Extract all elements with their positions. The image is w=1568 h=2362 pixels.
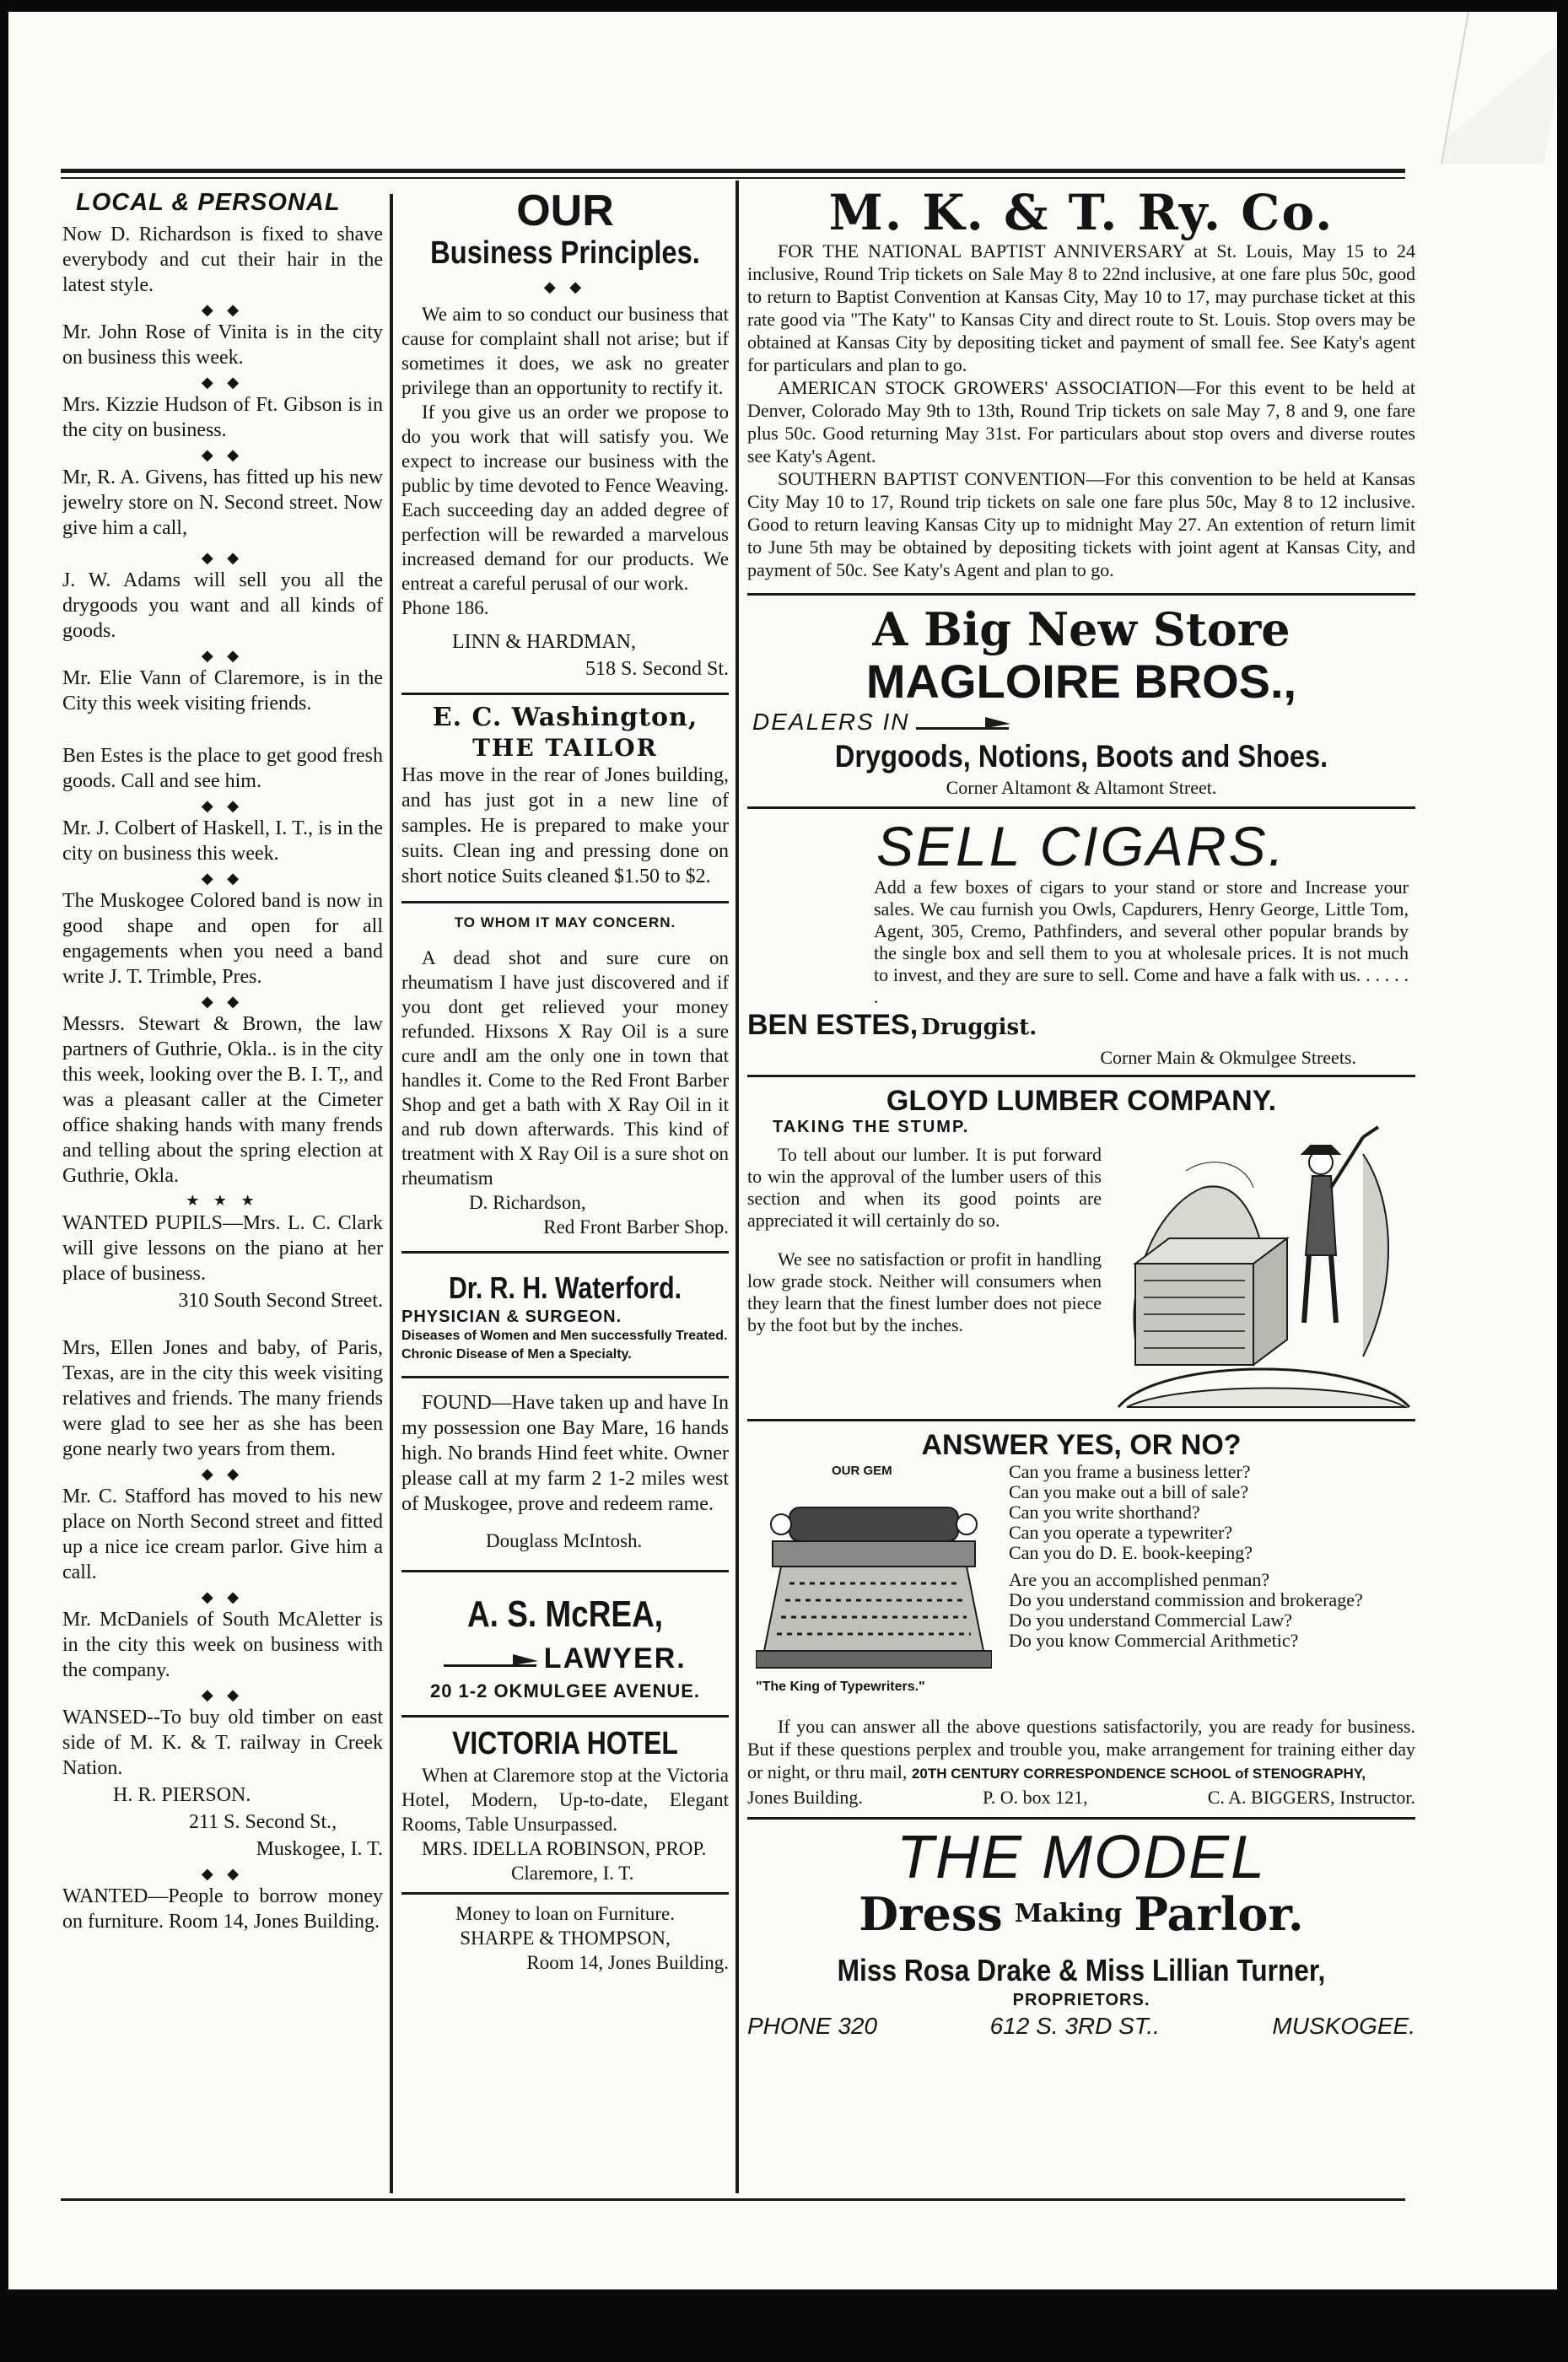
mkt-title: M. K. & T. Ry. Co. (828, 186, 1334, 241)
divider (401, 693, 729, 695)
divider (401, 1715, 729, 1718)
answer-instructor: C. A. BIGGERS, Instructor. (1207, 1787, 1415, 1808)
business-principles-p2: If you give us an order we propose to do you work that will satisfy you. We expect to increase our business with the public by time devoted to Fence Weaving. Each succeeding day an added degree of perfection will be rewarded a marvelous increased demand for our products. We entreat a careful perusal of our work. (401, 402, 729, 594)
loan-room: Room 14, Jones Building. (526, 1952, 729, 1973)
loan-firm: SHARPE & THOMPSON, (460, 1928, 671, 1949)
news-item: Mr. Elie Vann of Claremore, is in the City this week visiting friends. (62, 667, 383, 715)
ornament: ◆ ◆ (201, 1588, 245, 1605)
concern-body: A dead shot and sure cure on rheumatism I have just discovered and if you dont get relieved your money refunded. Hixsons X Ray Oil is a sure cure andI am the only one in town that handles it. Come to the Red Front Barber Shop and get a bath with X Ray Oil in it and rub down afterwards. This kind of treatment with X Ray Oil is a sure shot on rheumatism (401, 947, 729, 1189)
news-item: Mrs. Kizzie Hudson of Ft. Gibson is in the city on business. (62, 394, 383, 441)
store-name: MAGLOIRE BROS., (865, 655, 1297, 708)
ornament: ◆ ◆ (201, 993, 245, 1010)
ornament: ◆ ◆ (201, 1465, 245, 1482)
hotel-body: When at Claremore stop at the Victoria Hotel, Modern, Up-to-date, Elegant Rooms, Table Unsurpassed. (401, 1765, 729, 1835)
column-rule-1 (390, 194, 393, 2193)
divider (747, 806, 1415, 809)
ornament: ◆ ◆ (201, 374, 245, 391)
lawyer-title: LAWYER. (543, 1642, 687, 1674)
ornament: ◆ ◆ (543, 278, 587, 295)
divider (401, 1251, 729, 1254)
store-dealers-row (747, 707, 1415, 738)
answer-building: Jones Building. (747, 1787, 863, 1808)
answer-ad-body (747, 1462, 1415, 1715)
lumber-text (747, 1144, 1102, 1336)
lumber-paragraph-1: To tell about our lumber. It is put forward to win the approval of the lumber users of this section and when its good points are appreciated it will certainly do so. (747, 1144, 1102, 1231)
answer-body-text: If you can answer all the above questions satisfactorily, you are ready for business. But if these questions perplex and trouble you, make arrangement for training either day or night, or thru mail, (747, 1716, 1415, 1782)
cigar-signature-row (747, 1008, 1415, 1048)
store-title: A Big New Store (872, 602, 1291, 656)
model-city: MUSKOGEE. (1272, 2013, 1415, 2039)
cigar-title: SELL CIGARS. (876, 815, 1286, 877)
column-local-personal (62, 189, 383, 2205)
hotel-proprietor: MRS. IDELLA ROBINSON, PROP. (422, 1838, 707, 1859)
ornament: ◆ ◆ (201, 870, 245, 887)
question: Can you make out a bill of sale? (1009, 1481, 1249, 1502)
model-address: 612 S. 3RD ST.. (989, 2013, 1160, 2039)
cigar-body: Add a few boxes of cigars to your stand or store and Increase your sales. We cau furnish you Owls, Capdurers, Henry George, Little Tom, Agent, 305, Cremo, Pathfinders, and several other popular brands by the single box and sell them to you at wholesale prices. It is not much to invest, and they are sure to sell. Come and have a falk with us. . . . . . . (874, 876, 1409, 1007)
question: Do you understand commission and brokerage? (1009, 1589, 1363, 1610)
question: Can you frame a business letter? (1009, 1461, 1251, 1482)
hotel-city: Claremore, I. T. (511, 1863, 634, 1884)
concern-sign-1: D. Richardson, (469, 1192, 586, 1213)
news-item: Messrs. Stewart & Brown, the law partners of Guthrie, Okla.. is in the city this week, looking over the B. I. T,, and was a pleasant caller at the Cimeter office shaking hands with many frends and telling about the spring election at Guthrie, Okla. (62, 1013, 383, 1187)
model-title: THE MODEL (896, 1824, 1267, 1891)
ornament: ◆ ◆ (201, 1686, 245, 1703)
lumber-paragraph-2: We see no satisfaction or profit in handling low grade stock. Neither will consumers when they learn that the finest lumber does not piece by the foot but by the inches. (747, 1248, 1102, 1335)
cigar-druggist: Druggist. (921, 1015, 1037, 1040)
lawyer-address: 20 1-2 OKMULGEE AVENUE. (429, 1680, 701, 1701)
divider (747, 1075, 1415, 1077)
model-subtitle-3: Parlor. (1134, 1887, 1304, 1941)
question: Do you understand Commercial Law? (1009, 1610, 1293, 1631)
ornament (62, 1315, 383, 1335)
store-dealers: DEALERS IN (752, 709, 910, 735)
typewriter-caption: "The King of Typewriters." (756, 1680, 925, 1694)
divider (401, 1892, 729, 1895)
hotel-name: VICTORIA HOTEL (452, 1726, 678, 1761)
column-business (401, 187, 729, 2203)
model-names: Miss Rosa Drake & Miss Lillian Turner, (837, 1953, 1326, 1987)
divider (401, 901, 729, 903)
model-phone: PHONE 320 (747, 2013, 878, 2039)
news-item: WANTED—People to borrow money on furniture. Room 14, Jones Building. (62, 1885, 383, 1933)
business-principles-title-1: OUR (516, 187, 614, 235)
newspaper-page (8, 12, 1557, 2289)
pierson-name: H. R. PIERSON. (113, 1784, 251, 1806)
concern-sign-2: Red Front Barber Shop. (543, 1216, 729, 1238)
tailor-title-1: E. C. Washington, (432, 703, 698, 732)
question: Are you an accomplished penman? (1009, 1569, 1270, 1590)
news-item: Mr. McDaniels of South McAletter is in the city this week on business with the company. (62, 1609, 383, 1681)
store-goods: Drygoods, Notions, Boots and Shoes. (834, 739, 1328, 774)
divider (747, 1817, 1415, 1820)
ornament: ◆ ◆ (201, 446, 245, 463)
local-personal-title: LOCAL & PERSONAL (76, 189, 341, 216)
cigar-address: Corner Main & Okmulgee Streets. (1100, 1047, 1356, 1068)
business-principles-sign-2: 518 S. Second St. (585, 658, 729, 680)
arrow-icon (916, 719, 1009, 730)
mkt-paragraph-3: SOUTHERN BAPTIST CONVENTION—For this convention to be held at Kansas City May 10 to 17, Round trip tickets on sale one fare plus 50c, May 8 to 12 inclusive. Good to return leaving Kansas City up to midnight May 27. An extention of return limit to June 5th may be obtained by depositing tickets with joint agent at Kansas City, and payment of 50c. See Katy's Agent and plan to go. (747, 468, 1415, 580)
lawyer-title-row (401, 1642, 729, 1676)
model-proprietors: PROPRIETORS. (1012, 1991, 1150, 2009)
business-principles-phone: Phone 186. (401, 597, 489, 618)
ornament: ◆ ◆ (201, 647, 245, 664)
model-footer (747, 2011, 1415, 2041)
pierson-city: Muskogee, I. T. (256, 1838, 383, 1860)
lawyer-name: A. S. McREA, (466, 1594, 664, 1635)
news-item: WANSED--To buy old timber on east side of M. K. & T. railway in Creek Nation. (62, 1707, 383, 1779)
answer-title: ANSWER YES, OR NO? (921, 1429, 1242, 1461)
arrow-icon (444, 1656, 536, 1667)
divider (401, 1570, 729, 1572)
news-item: Ben Estes is the place to get good fresh goods. Call and see him. (62, 745, 383, 792)
news-item: The Muskogee Colored band is now in good shape and open for all engagements when you need a band write J. T. Trimble, Pres. (62, 890, 383, 988)
tailor-title-2: THE TAILOR (472, 734, 658, 762)
cigar-name: BEN ESTES, (747, 1009, 919, 1041)
typewriter-illustration (756, 1482, 992, 1676)
question: Can you write shorthand? (1009, 1502, 1200, 1523)
question: Do you know Commercial Arithmetic? (1009, 1630, 1299, 1651)
model-subtitle-2: Making (1014, 1899, 1123, 1928)
divider (747, 1419, 1415, 1421)
found-sign: Douglass McIntosh. (486, 1530, 643, 1551)
ornament: ◆ ◆ (201, 797, 245, 814)
mkt-paragraph-2: AMERICAN STOCK GROWERS' ASSOCIATION—For this event to be held at Denver, Colorado May 9th to 13th, Round Trip tickets on sale May 7, 8 and 9, one fare plus 50c. Good returning May 31st. For particulars about stop overs and diverse routes see Katy's Agent. (747, 377, 1415, 466)
business-principles-p1: We aim to so conduct our business that cause for complaint shall not arise; but if sometimes it does, we ask no greater privilege than an opportunity to rectify it. (401, 304, 729, 398)
concern-title: TO WHOM IT MAY CONCERN. (454, 914, 676, 930)
ornament: ◆ ◆ (201, 1865, 245, 1882)
question: Can you do D. E. book-keeping? (1009, 1542, 1253, 1563)
doctor-title: PHYSICIAN & SURGEON. (401, 1308, 622, 1326)
news-item: Mrs, Ellen Jones and baby, of Paris, Texas, are in the city this week visiting relatives and friends. The many friends were glad to see her as she has been gone nearly two years from them. (62, 1337, 383, 1460)
business-principles-sign-1: LINN & HARDMAN, (452, 631, 636, 653)
question: Can you operate a typewriter? (1009, 1522, 1233, 1543)
loan-body: Money to loan on Furniture. (455, 1903, 675, 1924)
lumber-stump-illustration (1110, 1103, 1415, 1416)
tailor-body: Has move in the rear of Jones building, and has just got in a new line of samples. He is prepared to make your suits. Clean ing and pressing done on short notice Suits cleaned $1.50 to $2. (401, 764, 729, 887)
news-item: WANTED PUPILS—Mrs. L. C. Clark will give lessons on the piano at her place of business. (62, 1212, 383, 1285)
answer-box: P. O. box 121, (982, 1787, 1088, 1808)
divider (401, 1376, 729, 1378)
folded-corner (1441, 12, 1557, 164)
found-body: FOUND—Have taken up and have In my possession one Bay Mare, 16 hands high. No brands Hind feet white. Owner please call at my farm 2 1-2 miles west of Muskogee, prove and redeem rame. (401, 1392, 729, 1515)
top-rule-thin (61, 177, 1405, 179)
lumber-title: GLOYD LUMBER COMPANY. (886, 1085, 1277, 1117)
answer-questions (1009, 1462, 1414, 1651)
news-item: Now D. Richardson is fixed to shave everybody and cut their hair in the latest style. (62, 224, 383, 296)
divider (747, 593, 1415, 596)
mkt-paragraph-1: FOR THE NATIONAL BAPTIST ANNIVERSARY at St. Louis, May 15 to 24 inclusive, Round Trip tickets on Sale May 8 to 22nd inclusive, at one fare plus 50c, good to return to Baptist Convention at Kansas City, May 10 to 17, may purchase ticket at this rate good via "The Katy" to Kansas City and direct route to St. Louis. Stop overs may be obtained at Kansas City by depositing ticket and payment of small fee. See Katy's agent for particulars and plan to go. (747, 240, 1415, 375)
pierson-address: 211 S. Second St., (189, 1811, 337, 1833)
ornament: ◆ ◆ (201, 301, 245, 318)
doctor-name: Dr. R. H. Waterford. (448, 1270, 682, 1305)
news-item: Mr, R. A. Givens, has fitted up his new jewelry store on N. Second street. Now give him a call, (62, 466, 383, 539)
column-advertisements (747, 186, 1415, 2202)
doctor-body: Diseases of Women and Men successfully Treated. Chronic Disease of Men a Specialty. (401, 1329, 728, 1362)
ornament (62, 718, 383, 738)
model-subtitle-1: Dress (859, 1887, 1003, 1941)
answer-footer (747, 1785, 1415, 1810)
lumber-ad-body (747, 1137, 1415, 1416)
news-item: Mr. C. Stafford has moved to his new place on North Second street and fitted up a nice ice cream parlor. Give him a call. (62, 1486, 383, 1583)
bottom-rule (61, 2198, 1405, 2201)
answer-school: 20TH CENTURY CORRESPONDENCE SCHOOL of STENOGRAPHY, (911, 1766, 1366, 1782)
ornament: ★ ★ ★ (186, 1192, 260, 1209)
news-item: Mr. John Rose of Vinita is in the city on business this week. (62, 321, 383, 369)
top-rule (61, 169, 1405, 173)
ornament: ◆ ◆ (201, 549, 245, 566)
lumber-subtitle: TAKING THE STUMP. (773, 1118, 970, 1136)
news-item: Mr. J. Colbert of Haskell, I. T., is in the city on business this week. (62, 817, 383, 865)
model-subtitle-row (747, 1889, 1415, 1952)
business-principles-title-2: Business Principles. (430, 235, 700, 271)
pupils-address: 310 South Second Street. (178, 1290, 383, 1312)
answer-body (747, 1715, 1415, 1785)
store-address: Corner Altamont & Altamont Street. (946, 777, 1217, 798)
news-item: J. W. Adams will sell you all the drygoods you want and all kinds of goods. (62, 569, 383, 642)
column-rule-2 (736, 181, 739, 2193)
our-gem-label: OUR GEM (832, 1464, 892, 1478)
